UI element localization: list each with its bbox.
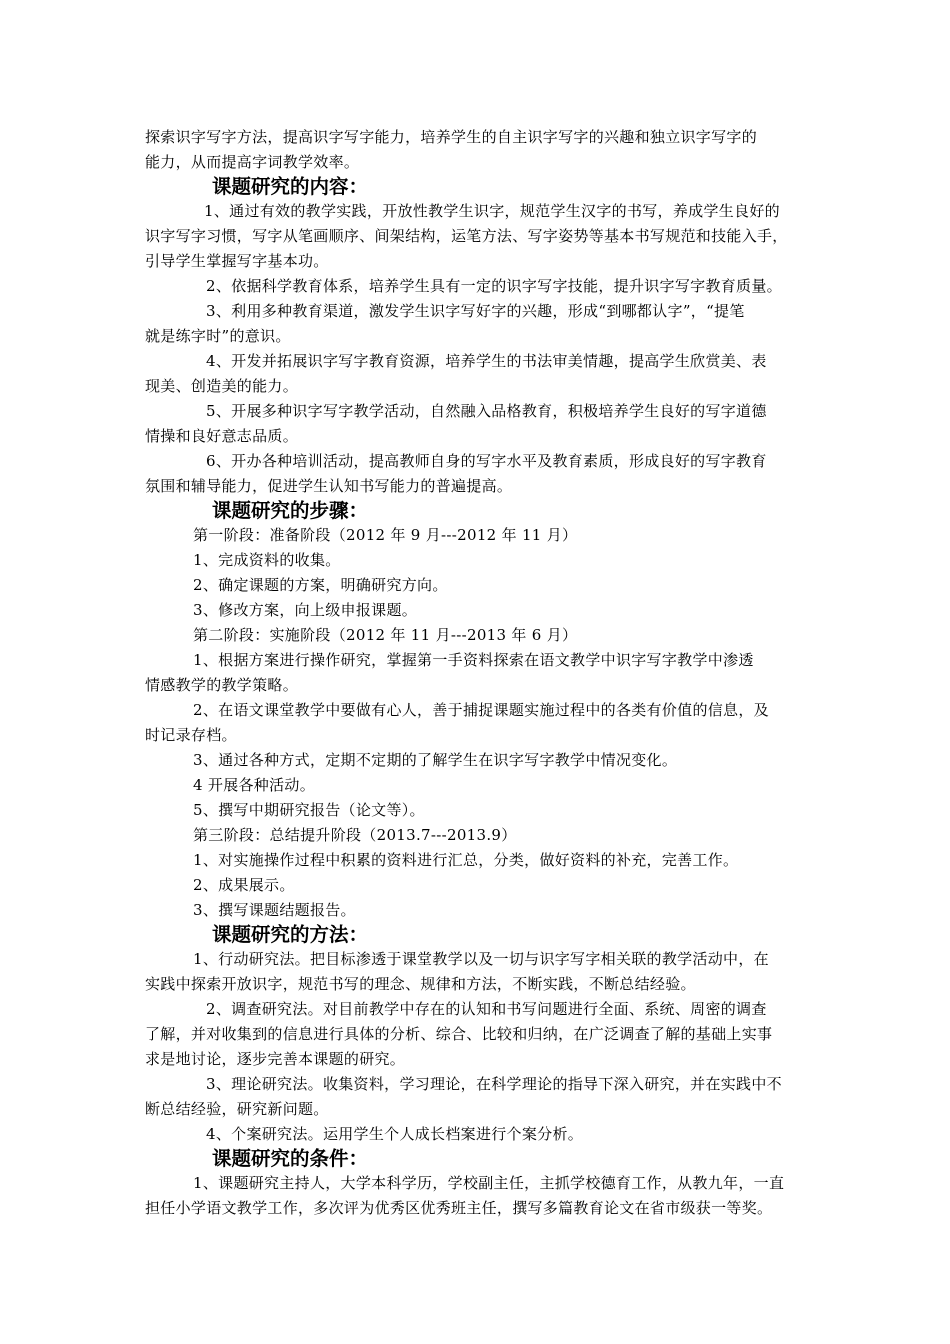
paragraph-line: 1、对实施操作过程中积累的资料进行汇总，分类，做好资料的补充，完善工作。 [193,851,739,869]
paragraph-line: 1、根据方案进行操作研究，掌握第一手资料探索在语文教学中识字写字教学中渗透 [193,651,754,669]
paragraph-line: 2、成果展示。 [193,876,295,894]
paragraph-line: 1、通过有效的教学实践，开放性教学生识字，规范学生汉字的书写，养成学生良好的 [204,202,780,220]
paragraph-line: 断总结经验，研究新问题。 [145,1100,329,1118]
paragraph-line: 5、开展多种识字写字教学活动，自然融入品格教育，积极培养学生良好的写字道德 [206,402,767,420]
paragraph-line: 就是练字时”的意识。 [145,327,291,345]
paragraph-line: 4、个案研究法。运用学生个人成长档案进行个案分析。 [206,1125,584,1143]
paragraph-line: 引导学生掌握写字基本功。 [145,252,329,270]
paragraph-line: 识字写字习惯，写字从笔画顺序、间架结构，运笔方法、写字姿势等基本书写规范和技能入手， [145,227,788,245]
section-heading-methods: 课题研究的方法： [212,923,369,946]
paragraph-line: 3、理论研究法。收集资料，学习理论，在科学理论的指导下深入研究，并在实践中不 [206,1075,782,1093]
paragraph-line: 探索识字写字方法，提高识字写字能力，培养学生的自主识字写字的兴趣和独立识字写字的 [145,128,758,146]
section-heading-conditions: 课题研究的条件： [212,1147,369,1170]
paragraph-line: 情操和良好意志品质。 [145,427,299,445]
paragraph-line: 5、撰写中期研究报告（论文等）。 [193,801,425,819]
paragraph-line: 3、通过各种方式，定期不定期的了解学生在识字写字教学中情况变化。 [193,751,678,769]
paragraph-line: 4、开发并拓展识字写字教育资源，培养学生的书法审美情趣，提高学生欣赏美、表 [206,352,767,370]
paragraph-line: 1、行动研究法。把目标渗透于课堂教学以及一切与识字写字相关联的教学活动中，在 [193,950,769,968]
paragraph-line: 能力，从而提高字词教学效率。 [145,153,360,171]
paragraph-line: 求是地讨论，逐步完善本课题的研究。 [145,1050,406,1068]
paragraph-line: 3、利用多种教育渠道，激发学生识字写好字的兴趣，形成“到哪都认字”，“提笔 [206,302,745,320]
section-heading-content: 课题研究的内容： [212,175,369,198]
paragraph-line: 4 开展各种活动。 [193,776,316,794]
paragraph-line: 第三阶段：总结提升阶段（2013.7---2013.9） [193,826,517,844]
paragraph-line: 6、开办各种培训活动，提高教师自身的写字水平及教育素质，形成良好的写字教育 [206,452,767,470]
paragraph-line: 第二阶段：实施阶段（2012 年 11 月---2013 年 6 月） [193,626,578,644]
paragraph-line: 3、修改方案，向上级申报课题。 [193,601,418,619]
paragraph-line: 实践中探索开放识字，规范书写的理念、规律和方法，不断实践，不断总结经验。 [145,975,696,993]
paragraph-line: 情感教学的教学策略。 [145,676,299,694]
paragraph-line: 1、课题研究主持人，大学本科学历，学校副主任，主抓学校德育工作，从教九年，一直 [193,1174,785,1192]
paragraph-line: 时记录存档。 [145,726,237,744]
paragraph-line: 2、依据科学教育体系，培养学生具有一定的识字写字技能，提升识字写字教育质量。 [206,277,782,295]
paragraph-line: 氛围和辅导能力，促进学生认知书写能力的普遍提高。 [145,477,513,495]
paragraph-line: 担任小学语文教学工作，多次评为优秀区优秀班主任，撰写多篇教育论文在省市级获一等奖。 [145,1199,773,1217]
paragraph-line: 第一阶段：准备阶段（2012 年 9 月---2012 年 11 月） [193,526,578,544]
paragraph-line: 2、在语文课堂教学中要做有心人，善于捕捉课题实施过程中的各类有价值的信息，及 [193,701,769,719]
paragraph-line: 2、调查研究法。对目前教学中存在的认知和书写问题进行全面、系统、周密的调查 [206,1000,767,1018]
paragraph-line: 1、完成资料的收集。 [193,551,341,569]
paragraph-line: 了解，并对收集到的信息进行具体的分析、综合、比较和归纳，在广泛调查了解的基础上实事 [145,1025,773,1043]
paragraph-line: 2、确定课题的方案，明确研究方向。 [193,576,448,594]
paragraph-line: 3、撰写课题结题报告。 [193,901,356,919]
section-heading-steps: 课题研究的步骤： [212,499,369,522]
paragraph-line: 现美、创造美的能力。 [145,377,299,395]
